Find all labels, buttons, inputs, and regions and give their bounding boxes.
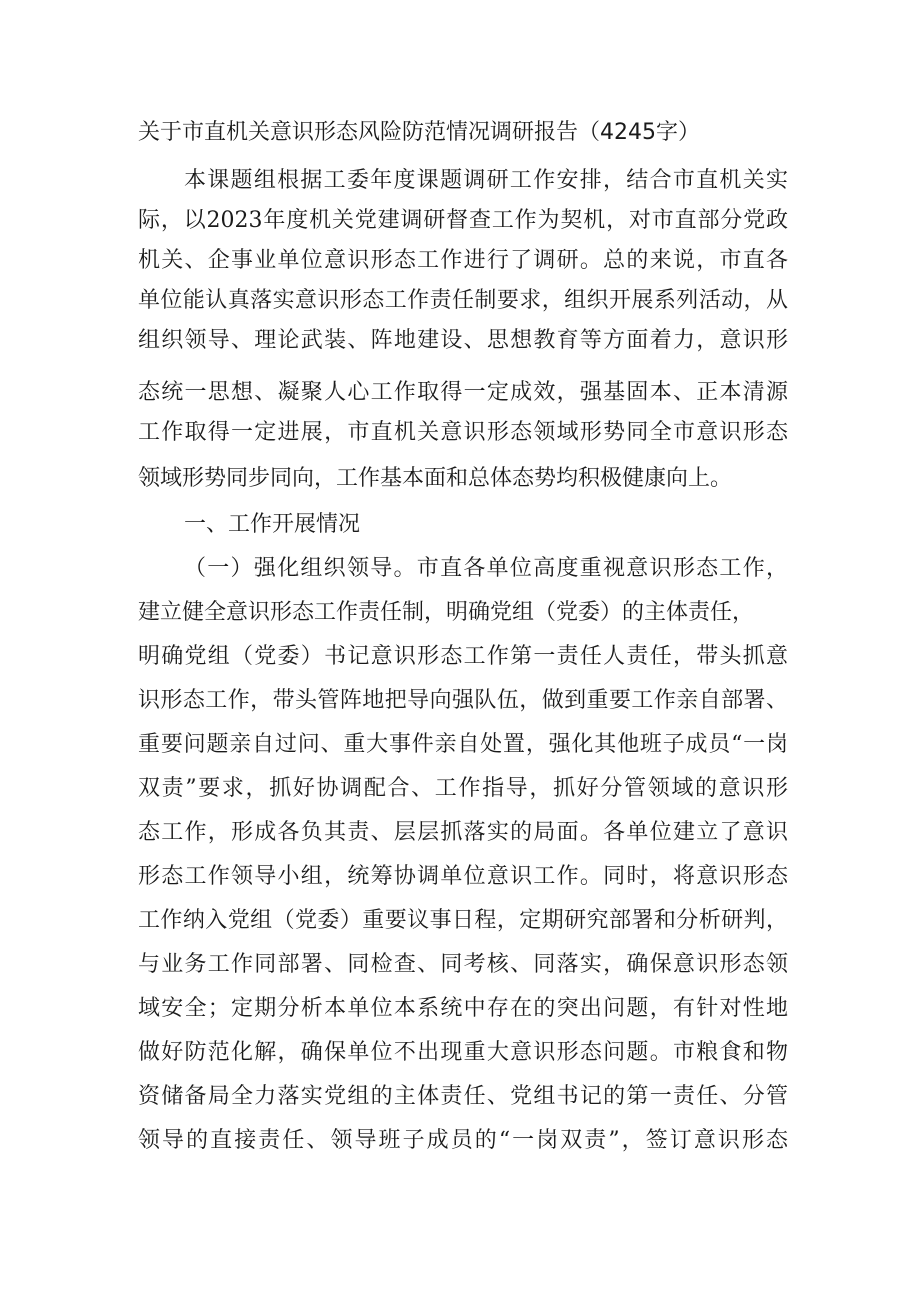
intro-line: 态统一思想、凝聚人心工作取得一定成效，强基固本、正本清源	[138, 380, 788, 405]
section-line: 与业务工作同部署、同检查、同考核、同落实，确保意识形态领	[138, 952, 788, 977]
section-line: 明确党组（党委）书记意识形态工作第一责任人责任，带头抓意	[138, 644, 788, 669]
section-line: 形态工作领导小组，统筹协调单位意识工作。同时，将意识形态	[138, 864, 788, 889]
section-line: 双责”要求，抓好协调配合、工作指导，抓好分管领域的意识形	[138, 776, 788, 801]
section-line: 领导的直接责任、领导班子成员的“一岗双责”，签订意识形态	[138, 1128, 788, 1153]
section-line: 工作纳入党组（党委）重要议事日程，定期研究部署和分析研判，	[138, 908, 788, 933]
intro-line: 组织领导、理论武装、阵地建设、思想教育等方面着力，意识形	[138, 328, 788, 353]
section-line: 识形态工作，带头管阵地把导向强队伍，做到重要工作亲自部署、	[138, 688, 788, 713]
section-heading: 一、工作开展情况	[184, 512, 361, 537]
section-line: 做好防范化解，确保单位不出现重大意识形态问题。市粮食和物	[138, 1040, 788, 1065]
section-line: 建立健全意识形态工作责任制，明确党组（党委）的主体责任，	[138, 600, 755, 625]
intro-line: 工作取得一定进展，市直机关意识形态领域形势同全市意识形态	[138, 420, 788, 445]
intro-line: 单位能认真落实意识形态工作责任制要求，组织开展系列活动，从	[138, 288, 788, 313]
section-line: 重要问题亲自过问、重大事件亲自处置，强化其他班子成员“一岗	[138, 732, 788, 757]
section-line: 态工作，形成各负其责、层层抓落实的局面。各单位建立了意识	[138, 820, 788, 845]
intro-line: 本课题组根据工委年度课题调研工作安排，结合市直机关实	[184, 168, 788, 193]
section-line: 资储备局全力落实党组的主体责任、党组书记的第一责任、分管	[138, 1084, 788, 1109]
section-line: （一）强化组织领导。市直各单位高度重视意识形态工作，	[184, 556, 788, 581]
section-line: 域安全；定期分析本单位本系统中存在的突出问题，有针对性地	[138, 996, 788, 1021]
intro-line: 际，以2023年度机关党建调研督查工作为契机，对市直部分党政	[138, 208, 788, 233]
intro-line: 领域形势同步同向，工作基本面和总体态势均积极健康向上。	[138, 466, 733, 491]
intro-line: 机关、企事业单位意识形态工作进行了调研。总的来说，市直各	[138, 248, 788, 273]
document-title: 关于市直机关意识形态风险防范情况调研报告（4245字）	[138, 120, 700, 145]
